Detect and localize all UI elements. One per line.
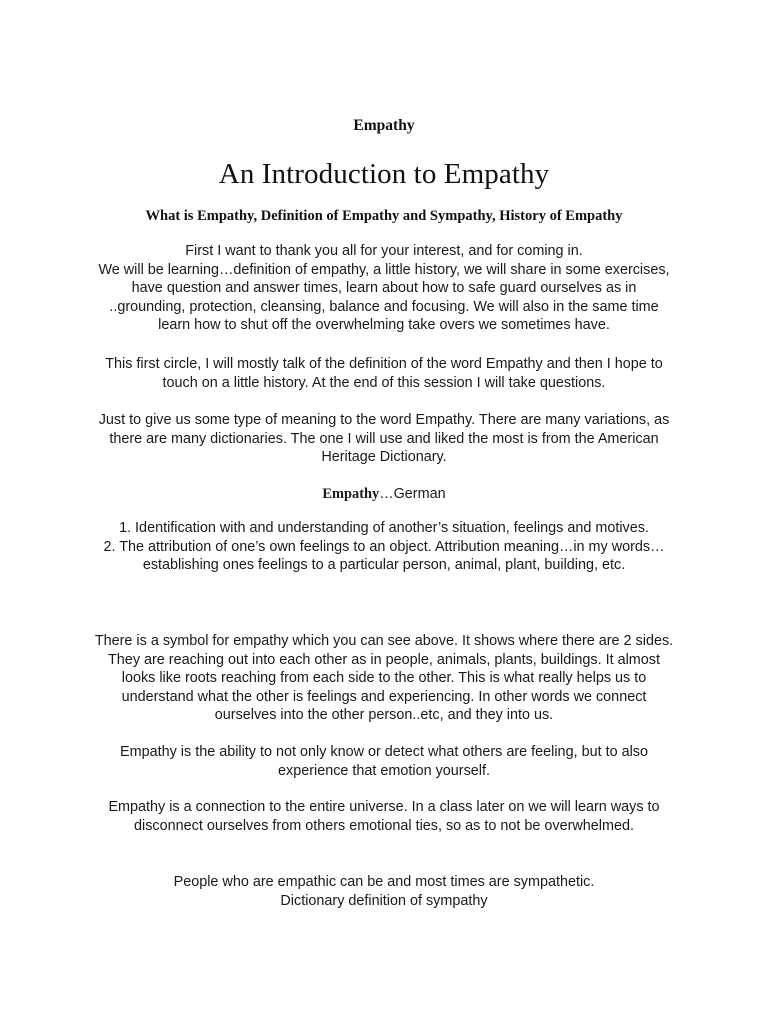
first-circle-text: This first circle, I will mostly talk of the definition of the word Empathy and then I hope to touch on a little history. At the end of this session I will take questions. [105, 356, 663, 391]
page-subtitle: What is Empathy, Definition of Empathy and Sympathy, History of Empathy [145, 208, 623, 224]
connection-text: Empathy is a connection to the entire universe. In a class later on we will learn ways to disconnect ourselves from others emotional ties, so as to not be overwhelmed. [108, 799, 660, 834]
definition-2: 2. The attribution of one’s own feelings to an object. Attribution meaning…in my words…establishing ones feelings to a particular person, animal, plant, building, etc. [103, 538, 665, 574]
symbol-text: There is a symbol for empathy which you can see above. It shows where there are 2 sides. They are reaching out into each other as in people, animals, plants, buildings. It almost looks like roots reaching from each side to the other. This is what really helps us to understand what the other is feelings and experiencing. In other words we connect ourselves into the other person..etc, and they into us. [94, 633, 674, 724]
meaning-text: Just to give us some type of meaning to the word Empathy. There are many variations, as there are many dictionaries. The one I will use and liked the most is from the American Heritage Dictionary. [98, 412, 670, 466]
term-line [92, 485, 676, 504]
definitions-block [92, 519, 676, 575]
symbol-paragraph [92, 632, 676, 725]
intro-line-2: We will be learning…definition of empathy, a little history, we will share in some exercises, have question and answer times, learn about how to safe guard ourselves as in ..grounding, protection, cleansing, balance and focusing. We will also in the same time learn how to shut off the overwhelming take overs we sometimes have. [98, 261, 670, 334]
sympathetic-text: People who are empathic can be and most times are sympathetic. [173, 874, 595, 890]
term-word: Empathy [322, 486, 380, 502]
connection-paragraph [92, 798, 676, 835]
ability-paragraph [92, 743, 676, 780]
ability-text: Empathy is the ability to not only know or detect what others are feeling, but to also experience that emotion yourself. [120, 744, 648, 779]
term-origin: …German [379, 486, 446, 502]
sympathy-heading: Dictionary definition of sympathy [280, 892, 488, 909]
meaning-paragraph [92, 411, 676, 467]
term-paragraph [92, 485, 676, 504]
page-title: An Introduction to Empathy [218, 158, 550, 190]
intro-line-1: First I want to thank you all for your interest, and for coming in. [185, 243, 583, 259]
definition-1: 1. Identification with and understanding of another’s situation, feelings and motives. [119, 520, 649, 536]
document-kicker: Empathy [353, 117, 415, 134]
sympathy-paragraph [92, 873, 676, 910]
first-circle-paragraph [92, 355, 676, 392]
intro-paragraph [92, 242, 676, 335]
